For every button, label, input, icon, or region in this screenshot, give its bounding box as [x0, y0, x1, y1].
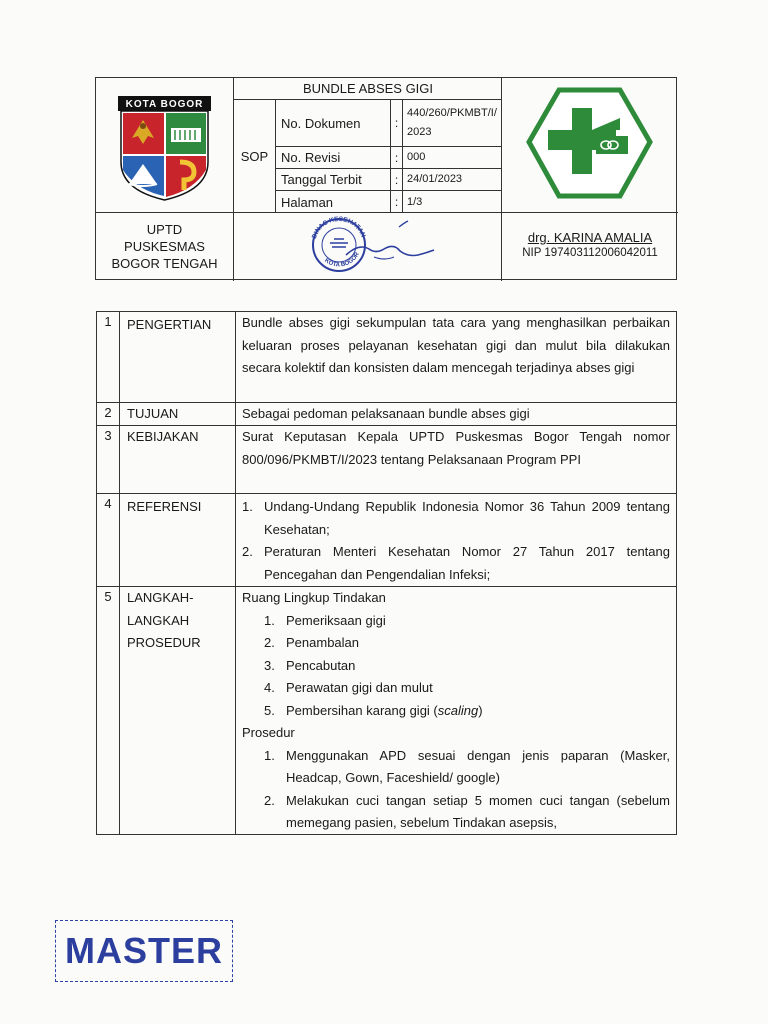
- list-item: [242, 745, 670, 790]
- list-text: Perawatan gigi dan mulut: [286, 680, 433, 695]
- section-label: [120, 312, 236, 402]
- list-item: [242, 700, 670, 723]
- procedure-title: Prosedur: [242, 725, 295, 740]
- section-label: [120, 403, 236, 425]
- info-value: 1/3: [407, 195, 423, 208]
- list-text: Undang-Undang Republik Indonesia Nomor 36 Tahun 2009 tentang Kesehatan;: [264, 499, 670, 537]
- signatory-cell: [502, 213, 678, 281]
- info-row-revision: [276, 147, 502, 169]
- info-separator: :: [391, 100, 403, 146]
- list-item: [242, 655, 670, 678]
- list-number: 1.: [242, 499, 253, 514]
- section-label-line: LANGKAH-: [127, 590, 194, 605]
- section-label-line: TUJUAN: [127, 406, 179, 421]
- section-label-line: REFERENSI: [127, 499, 202, 514]
- list-number: 5.: [264, 702, 275, 718]
- info-separator: :: [391, 169, 403, 190]
- list-number: 4.: [264, 680, 275, 695]
- master-stamp-text: MASTER: [65, 930, 223, 971]
- section-paragraph: Bundle abses gigi sekumpulan tata cara yang menghasilkan perbaikan keluaran proses pelayanan kesehatan gigi dan mulut bila dilakukan secara kolektif dan konsisten dalam mencegah terjadinya abses gigi: [242, 315, 670, 375]
- list-item: [242, 496, 670, 541]
- section-row-purpose: [97, 403, 676, 426]
- list-text: Peraturan Menteri Kesehatan Nomor 27 Tahun 2017 tentang Pencegahan dan Pengendalian Infeksi;: [264, 544, 670, 582]
- stamp-text-bottom: KOTA BOGOR: [323, 251, 361, 269]
- list-item: [242, 610, 670, 633]
- unit-line: PUSKESMAS: [124, 239, 205, 254]
- procedure-list: [242, 745, 670, 835]
- section-number: 3: [97, 426, 120, 493]
- sop-content-table: [96, 311, 677, 835]
- info-value: 000: [407, 151, 426, 163]
- stamp-text-top: DINAS KESEHATAN: [310, 215, 367, 240]
- unit-line: BOGOR TENGAH: [111, 256, 218, 271]
- list-number: 1.: [264, 612, 275, 628]
- list-number: 1.: [264, 747, 275, 763]
- unit-name: [96, 213, 234, 281]
- list-text: Pembersihan karang gigi (: [286, 702, 438, 718]
- list-text-after: ): [478, 702, 483, 718]
- master-stamp: [55, 920, 233, 982]
- reference-list: [242, 496, 670, 586]
- section-label-line: LANGKAH: [127, 612, 190, 628]
- info-value: 24/01/2023: [407, 173, 463, 185]
- section-number: 4: [97, 494, 120, 586]
- section-text: [236, 426, 676, 493]
- list-text: Menggunakan APD sesuai dengan jenis paparan (Masker, Headcap, Gown, Faceshield/ google): [286, 747, 670, 785]
- document-title: BUNDLE ABSES GIGI: [234, 78, 502, 100]
- info-row-document-number: [276, 100, 502, 147]
- list-text: Melakukan cuci tangan setiap 5 momen cuci tangan (sebelum memegang pasien, sebelum Tindakan asepsis,: [286, 792, 670, 830]
- section-text: [236, 494, 676, 586]
- section-text: [236, 587, 676, 835]
- document-info: [276, 100, 502, 213]
- info-key: No. Revisi: [276, 147, 391, 168]
- city-label: KOTA BOGOR: [125, 99, 204, 110]
- info-row-page: [276, 191, 502, 213]
- signatory-name: drg. KARINA AMALIA: [527, 230, 653, 245]
- unit-line: UPTD: [146, 222, 183, 237]
- info-key: No. Dokumen: [276, 100, 391, 146]
- section-label-line: PENGERTIAN: [127, 317, 212, 332]
- section-row-references: [97, 494, 676, 587]
- section-row-procedure: [97, 587, 676, 835]
- info-separator: :: [391, 147, 403, 168]
- city-logo-cell: [96, 78, 234, 213]
- official-stamp-icon: [234, 213, 502, 281]
- scope-list: [242, 610, 670, 723]
- section-row-policy: [97, 426, 676, 494]
- list-item: [242, 790, 670, 835]
- sop-header-table: [95, 77, 677, 280]
- puskesmas-logo-cell: [502, 78, 678, 213]
- section-label-line: KEBIJAKAN: [127, 429, 199, 444]
- section-text: [236, 312, 676, 402]
- section-label: [120, 426, 236, 493]
- info-key: Tanggal Terbit: [276, 169, 391, 190]
- section-label-line: PROSEDUR: [127, 635, 201, 650]
- section-paragraph: Surat Keputasan Kepala UPTD Puskesmas Bogor Tengah nomor 800/096/PKMBT/I/2023 tentang Pelaksanaan Program PPI: [242, 429, 670, 467]
- signatory-nip: NIP 197403112006042011: [522, 247, 658, 259]
- info-row-issue-date: [276, 169, 502, 191]
- info-value: 440/260/PKMBT/I/2023: [407, 107, 497, 138]
- section-label: [120, 587, 236, 835]
- section-number: 2: [97, 403, 120, 425]
- list-number: 2.: [242, 544, 253, 559]
- list-number: 3.: [264, 657, 275, 673]
- list-item: [242, 541, 670, 586]
- official-stamp-cell: [234, 213, 502, 281]
- info-key: Halaman: [276, 191, 391, 213]
- scope-title: Ruang Lingkup Tindakan: [242, 590, 386, 605]
- sop-info-block: [234, 78, 502, 213]
- kota-bogor-crest-icon: [96, 78, 234, 213]
- list-number: 2.: [264, 635, 275, 650]
- section-number: 1: [97, 312, 120, 402]
- info-separator: :: [391, 191, 403, 213]
- puskesmas-logo-icon: [502, 78, 678, 213]
- list-text: Pemeriksaan gigi: [286, 612, 386, 628]
- list-text: Penambalan: [286, 635, 359, 650]
- list-text: Pencabutan: [286, 657, 356, 673]
- list-item: [242, 677, 670, 700]
- section-text: [236, 403, 676, 425]
- sop-label: SOP: [234, 100, 276, 213]
- section-row-definition: [97, 312, 676, 403]
- list-number: 2.: [264, 792, 275, 808]
- section-paragraph: Sebagai pedoman pelaksanaan bundle abses gigi: [242, 406, 530, 421]
- section-label: [120, 494, 236, 586]
- list-item: [242, 632, 670, 655]
- section-number: 5: [97, 587, 120, 835]
- list-text-italic: scaling: [437, 702, 479, 718]
